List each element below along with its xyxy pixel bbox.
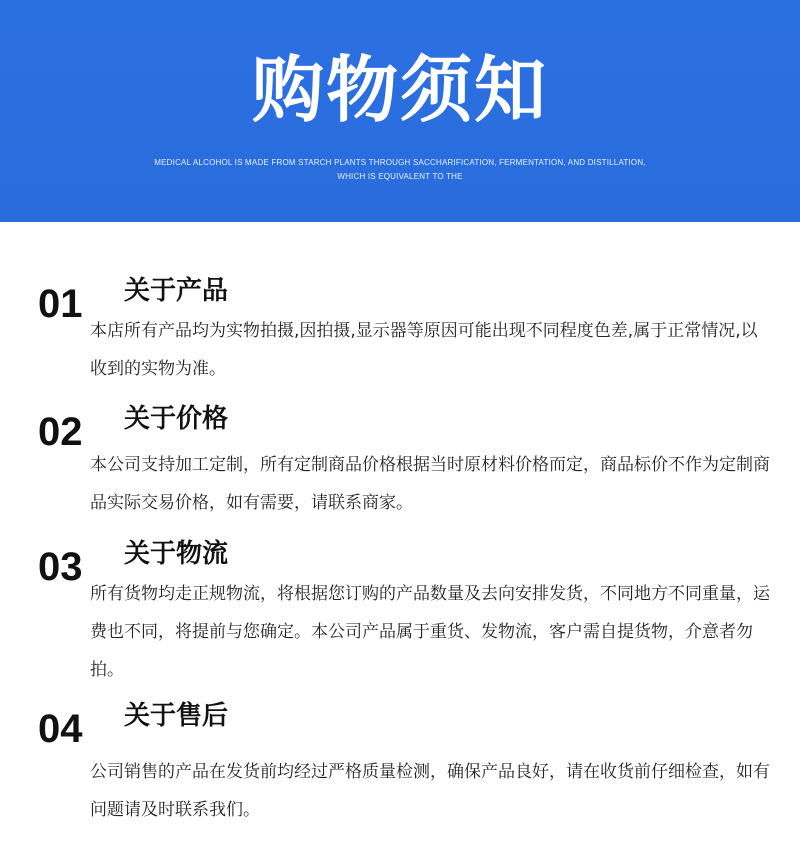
- page-title: 购物须知: [251, 48, 548, 132]
- section-body: 本公司支持加工定制，所有定制商品价格根据当时原材料价格而定，商品标价不作为定制商品实际交易价格，如有需要，请联系商家。: [90, 455, 770, 513]
- section-number: 01: [38, 282, 83, 326]
- section-title: 关于售后: [124, 701, 229, 731]
- section-body: 本店所有产品均为实物拍摄,因拍摄,显示器等原因可能出现不同程度色差,属于正常情况,以收到的实物为准。: [90, 321, 758, 379]
- section-title: 关于价格: [124, 404, 229, 434]
- section-number: 02: [38, 410, 83, 454]
- section-body: 公司销售的产品在发货前均经过严格质量检测，确保产品良好，请在收货前仔细检查，如有问题请及时联系我们。: [90, 762, 770, 820]
- section-number: 04: [38, 707, 83, 751]
- section-title: 关于物流: [124, 539, 229, 569]
- section-body: 所有货物均走正规物流，将根据您订购的产品数量及去向安排发货，不同地方不同重量，运费也不同，将提前与您确定。本公司产品属于重货、发物流，客户需自提货物，介意者勿拍。: [90, 584, 770, 680]
- section-title: 关于产品: [124, 276, 229, 306]
- section-number: 03: [38, 545, 83, 589]
- banner-subtitle: MEDICAL ALCOHOL IS MADE FROM STARCH PLANTS THROUGH SACCHARIFICATION, FERMENTATION, AND DISTILLATION, WHICH IS EQUIVALENT TO THE: [154, 158, 646, 181]
- header-banner: [0, 0, 800, 222]
